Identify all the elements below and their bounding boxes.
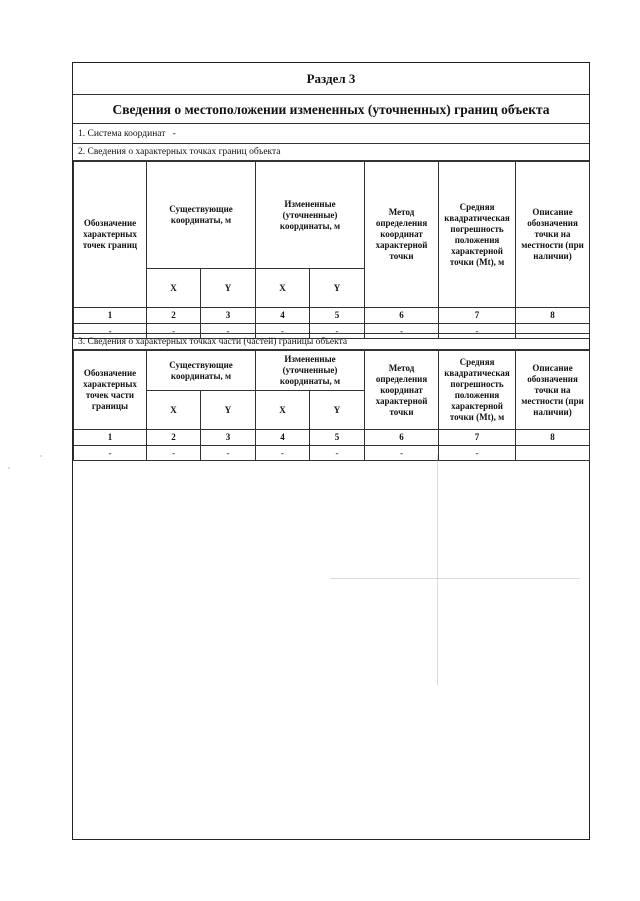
header-method: Метод определения координат характерной точки <box>365 162 439 308</box>
header-changed: Измененные (уточненные) координаты, м <box>256 162 365 269</box>
table2-caption: 3. Сведения о характерных точках части (частей) границы объекта <box>73 333 589 350</box>
document-frame <box>72 62 590 840</box>
col-number: 1 <box>74 430 147 446</box>
col-number: 7 <box>439 430 516 446</box>
table-cell: - <box>201 324 256 339</box>
header-error: Средняя квадратическая погрешность положения характерной точки (Mt), м <box>439 351 516 430</box>
col-number: 4 <box>256 308 310 324</box>
table-cell: - <box>201 446 256 461</box>
table1-caption: 2. Сведения о характерных точках границ объекта <box>73 144 589 161</box>
table-cell: - <box>310 324 365 339</box>
coordinate-system-line <box>73 124 589 144</box>
header-x-changed: X <box>256 269 310 308</box>
document-title: Сведения о местоположении измененных (уточненных) границ объекта <box>73 95 589 124</box>
header-error: Средняя квадратическая погрешность положения характерной точки (Mt), м <box>439 162 516 308</box>
col-number: 8 <box>516 430 590 446</box>
column-number-row <box>74 308 590 324</box>
header-description: Описание обозначения точки на местности (при наличии) <box>516 162 590 308</box>
col-number: 1 <box>74 308 147 324</box>
table-cell: - <box>439 446 516 461</box>
table-cell: - <box>256 324 310 339</box>
table-cell: - <box>147 446 201 461</box>
header-designation: Обозначение характерных точек части границы <box>74 351 147 430</box>
scan-artifact <box>330 578 580 579</box>
header-x-existing: X <box>147 269 201 308</box>
col-number: 3 <box>201 430 256 446</box>
header-y-changed: Y <box>310 391 365 430</box>
header-x-existing: X <box>147 391 201 430</box>
table-cell: - <box>365 446 439 461</box>
header-description: Описание обозначения точки на местности (при наличии) <box>516 351 590 430</box>
col-number: 3 <box>201 308 256 324</box>
col-number: 5 <box>310 430 365 446</box>
col-number: 2 <box>147 308 201 324</box>
header-y-existing: Y <box>201 391 256 430</box>
scan-artifact <box>40 455 42 457</box>
column-number-row <box>74 430 590 446</box>
table-cell: - <box>439 324 516 339</box>
col-number: 6 <box>365 430 439 446</box>
header-designation: Обозначение характерных точек границ <box>74 162 147 308</box>
col-number: 5 <box>310 308 365 324</box>
table-cell: - <box>256 446 310 461</box>
table-cell: - <box>310 446 365 461</box>
header-existing: Существующие координаты, м <box>147 162 256 269</box>
scan-artifact <box>8 467 10 469</box>
table-cell: - <box>365 324 439 339</box>
col-number: 6 <box>365 308 439 324</box>
col-number: 8 <box>516 308 590 324</box>
col-number: 2 <box>147 430 201 446</box>
table-cell <box>516 446 590 461</box>
col-number: 7 <box>439 308 516 324</box>
table-cell: - <box>74 446 147 461</box>
header-method: Метод определения координат характерной точки <box>365 351 439 430</box>
coordinate-system-value: - <box>172 129 176 139</box>
table-cell: - <box>147 324 201 339</box>
table-row <box>74 446 590 461</box>
scan-artifact <box>437 455 438 685</box>
table2 <box>73 350 590 461</box>
header-changed: Измененные (уточненные) координаты, м <box>256 351 365 391</box>
table1 <box>73 161 590 339</box>
header-existing: Существующие координаты, м <box>147 351 256 391</box>
col-number: 4 <box>256 430 310 446</box>
table-cell: - <box>74 324 147 339</box>
header-y-existing: Y <box>201 269 256 308</box>
header-x-changed: X <box>256 391 310 430</box>
coordinate-system-label: 1. Система координат <box>78 129 166 139</box>
header-y-changed: Y <box>310 269 365 308</box>
section-title: Раздел 3 <box>73 63 589 95</box>
